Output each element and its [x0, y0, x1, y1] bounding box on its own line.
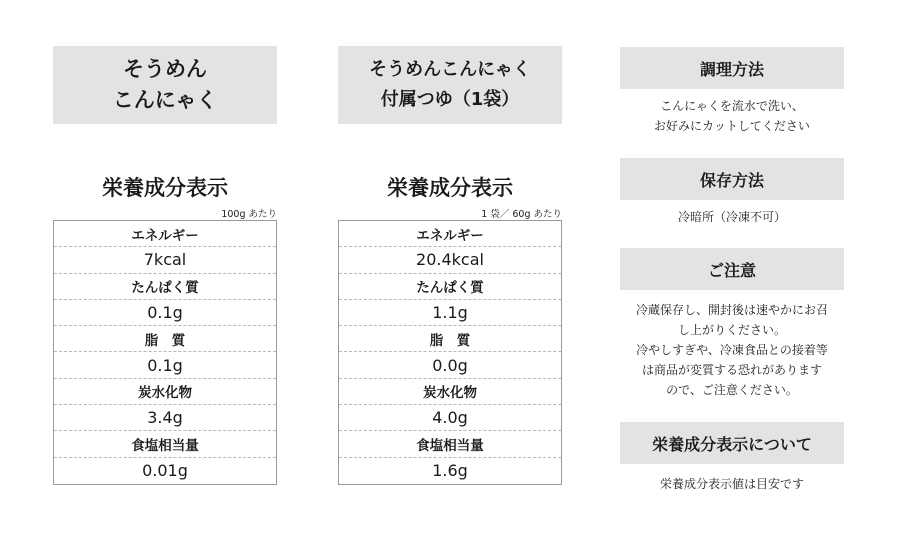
product-header-line: 付属つゆ（1袋） [380, 89, 520, 110]
nutrient-value: 0.1g [54, 300, 276, 326]
text-line: 栄養成分表示値は目安です [659, 477, 804, 491]
text-line: は商品が変質する恐れがあります [641, 363, 822, 377]
product-header-line: こんにゃく [112, 88, 218, 112]
nutrient-value: 7kcal [54, 247, 276, 273]
nutrient-value: 1.1g [339, 300, 561, 326]
nutrition-title-2: 栄養成分表示 [387, 176, 513, 200]
nutrient-label: 炭水化物 [339, 379, 561, 405]
nutrient-value: 4.0g [339, 405, 561, 431]
nutrient-label: たんぱく質 [54, 274, 276, 300]
nutrient-value: 1.6g [432, 461, 468, 481]
product-header-line: そうめん [123, 57, 207, 81]
storage-text [612, 207, 852, 227]
nutrient-value: 0.1g [54, 352, 276, 378]
caution-heading: ご注意 [620, 248, 844, 290]
text-line: し上がりください。 [677, 323, 786, 337]
nutrition-note-text [612, 474, 852, 494]
nutrient-label: 食塩相当量 [339, 431, 561, 457]
storage-heading: 保存方法 [620, 158, 844, 200]
nutrient-value: 20.4kcal [339, 247, 561, 273]
cooking-text [612, 96, 852, 136]
nutrition-table-2 [338, 220, 562, 485]
nutrient-label: たんぱく質 [339, 274, 561, 300]
text-line: こんにゃくを流水で洗い、 [660, 99, 804, 113]
nutrient-label: 脂 質 [339, 326, 561, 352]
nutrition-note-heading: 栄養成分表示について [620, 422, 844, 464]
nutrient-label: エネルギー [54, 221, 276, 247]
text-line: お好みにカットしてください [654, 119, 810, 133]
nutrient-value: 0.0g [339, 352, 561, 378]
product-header-line: そうめんこんにゃく [369, 59, 531, 80]
per-note-1: 100g あたり [221, 209, 277, 220]
cooking-heading: 調理方法 [620, 47, 844, 89]
nutrition-table-1 [53, 220, 277, 485]
nutrient-value: 3.4g [54, 405, 276, 431]
text-line: ので、ご注意ください。 [666, 383, 798, 397]
nutrition-title-1: 栄養成分表示 [102, 176, 228, 200]
product-header-1 [53, 46, 277, 124]
nutrient-label: エネルギー [339, 221, 561, 247]
nutrient-label: 脂 質 [54, 326, 276, 352]
nutrient-label: 食塩相当量 [54, 431, 276, 457]
per-note-2: 1 袋／ 60g あたり [481, 209, 562, 220]
text-line: 冷蔵保存し、開封後は速やかにお召 [635, 303, 828, 317]
caution-text [612, 300, 852, 400]
text-line: 冷暗所（冷凍不可） [677, 210, 786, 224]
product-header-2 [338, 46, 562, 124]
nutrient-label: 炭水化物 [54, 379, 276, 405]
nutrient-value: 0.01g [142, 461, 188, 481]
text-line: 冷やしすぎや、冷凍食品との接着等 [636, 343, 828, 357]
